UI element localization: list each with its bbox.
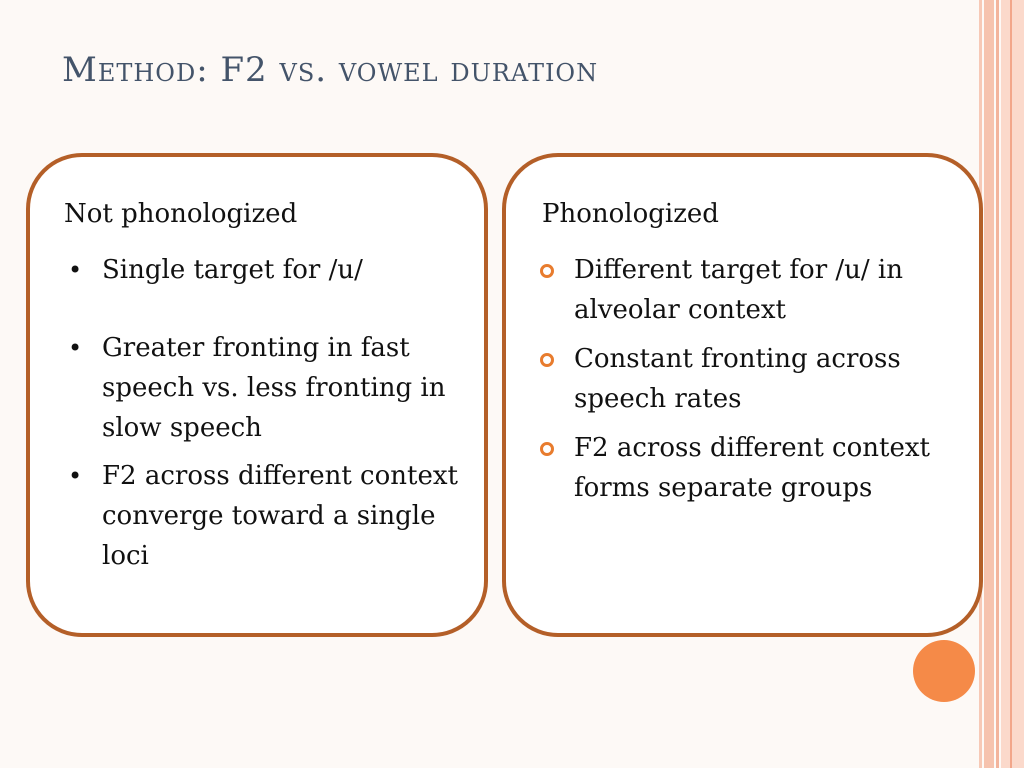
list-item-text: Different target for /u/ in alveolar context — [574, 255, 903, 325]
list-item-text: F2 across different context forms separate groups — [574, 433, 930, 503]
list-item-text: Constant fronting across speech rates — [574, 344, 901, 414]
list-item — [538, 250, 978, 330]
list-item — [538, 428, 978, 508]
bullet-dot-icon: • — [68, 334, 83, 362]
phonologized-panel — [502, 153, 983, 637]
slide-title: Method: F2 vs. vowel duration — [62, 50, 599, 90]
list-item — [60, 456, 490, 576]
list-item — [60, 250, 490, 290]
list-item — [538, 339, 978, 419]
list-item-text: F2 across different context converge toward a single loci — [102, 461, 458, 571]
ring-bullet-icon — [540, 353, 554, 367]
bullet-list — [60, 250, 490, 584]
panel-heading: Not phonologized — [64, 199, 298, 229]
not-phonologized-panel — [26, 153, 488, 637]
decorative-stripe — [1001, 0, 1024, 768]
decorative-stripe — [996, 0, 999, 768]
orange-circle-icon — [913, 640, 975, 702]
panel-heading: Phonologized — [542, 199, 719, 229]
bullet-dot-icon: • — [68, 256, 83, 284]
decorative-stripe — [1010, 0, 1012, 768]
ring-bullet-icon — [540, 264, 554, 278]
list-item-text: Single target for /u/ — [102, 255, 363, 285]
decorative-stripe — [984, 0, 994, 768]
bullet-dot-icon: • — [68, 462, 83, 490]
ring-bullet-icon — [540, 442, 554, 456]
bullet-list — [538, 250, 978, 517]
list-item — [60, 328, 490, 448]
list-item-text: Greater fronting in fast speech vs. less fronting in slow speech — [102, 333, 446, 443]
